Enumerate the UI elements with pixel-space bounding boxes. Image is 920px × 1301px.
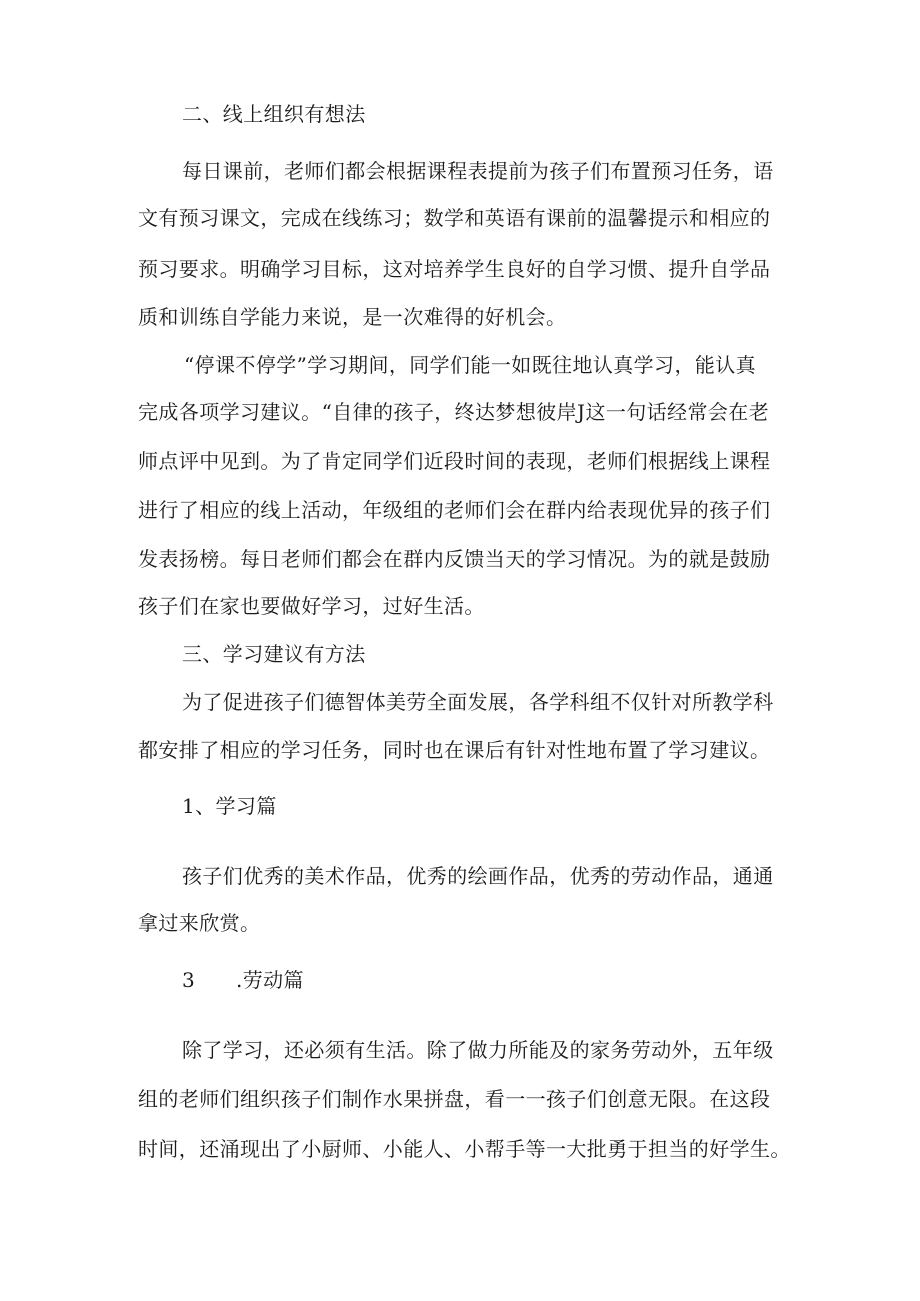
paragraph-5-line-2: 组的老师们组织孩子们制作水果拼盘，看一一孩子们创意无限。在这段 [138,1087,771,1111]
paragraph-2-line-2: 完成各项学习建议。“自律的孩子，终达梦想彼岸J这一句话经常会在老 [138,400,770,424]
subsection-3-heading: .劳动篇 [236,968,304,992]
paragraph-4-line-2: 拿过来欣赏。 [138,911,261,935]
paragraph-2-line-1: “停课不停学”学习期间，同学们能一如既往地认真学习，能认真 [184,353,757,377]
paragraph-5-line-1: 除了学习，还必须有生活。除了做力所能及的家务劳动外，五年级 [182,1038,774,1062]
section-2-heading: 二、线上组织有想法 [182,102,366,126]
paragraph-3-line-1: 为了促进孩子们德智体美劳全面发展，各学科组不仅针对所教学科 [182,690,774,714]
subsection-1-heading: 1、学习篇 [182,794,277,818]
paragraph-2-line-3: 师点评中见到。为了肯定同学们近段时间的表现，老师们根据线上课程 [138,449,771,473]
paragraph-1-line-4: 质和训练自学能力来说，是一次难得的好机会。 [138,305,567,329]
paragraph-2-line-6: 孩子们在家也要做好学习，过好生活。 [138,594,485,618]
paragraph-2-line-4: 进行了相应的线上活动，年级组的老师们会在群内给表现优异的孩子们 [138,498,771,522]
paragraph-4-line-1: 孩子们优秀的美术作品，优秀的绘画作品，优秀的劳动作品，通通 [182,864,774,888]
paragraph-1-line-1: 每日课前，老师们都会根据课程表提前为孩子们布置预习任务，语 [182,159,774,183]
paragraph-5-line-3: 时间，还涌现出了小厨师、小能人、小帮手等一大批勇于担当的好学生。 [138,1137,791,1161]
paragraph-1-line-3: 预习要求。明确学习目标，这对培养学生良好的自学习惯、提升自学品 [138,257,771,281]
paragraph-1-line-2: 文有预习课文，完成在线练习；数学和英语有课前的温馨提示和相应的 [138,206,771,230]
section-3-heading: 三、学习建议有方法 [182,642,366,666]
subsection-3-number: 3 [182,968,196,992]
paragraph-2-line-5: 发表扬榜。每日老师们都会在群内反馈当天的学习情况。为的就是鼓励 [138,547,771,571]
paragraph-3-line-2: 都安排了相应的学习任务，同时也在课后有针对性地布置了学习建议。 [138,738,771,762]
